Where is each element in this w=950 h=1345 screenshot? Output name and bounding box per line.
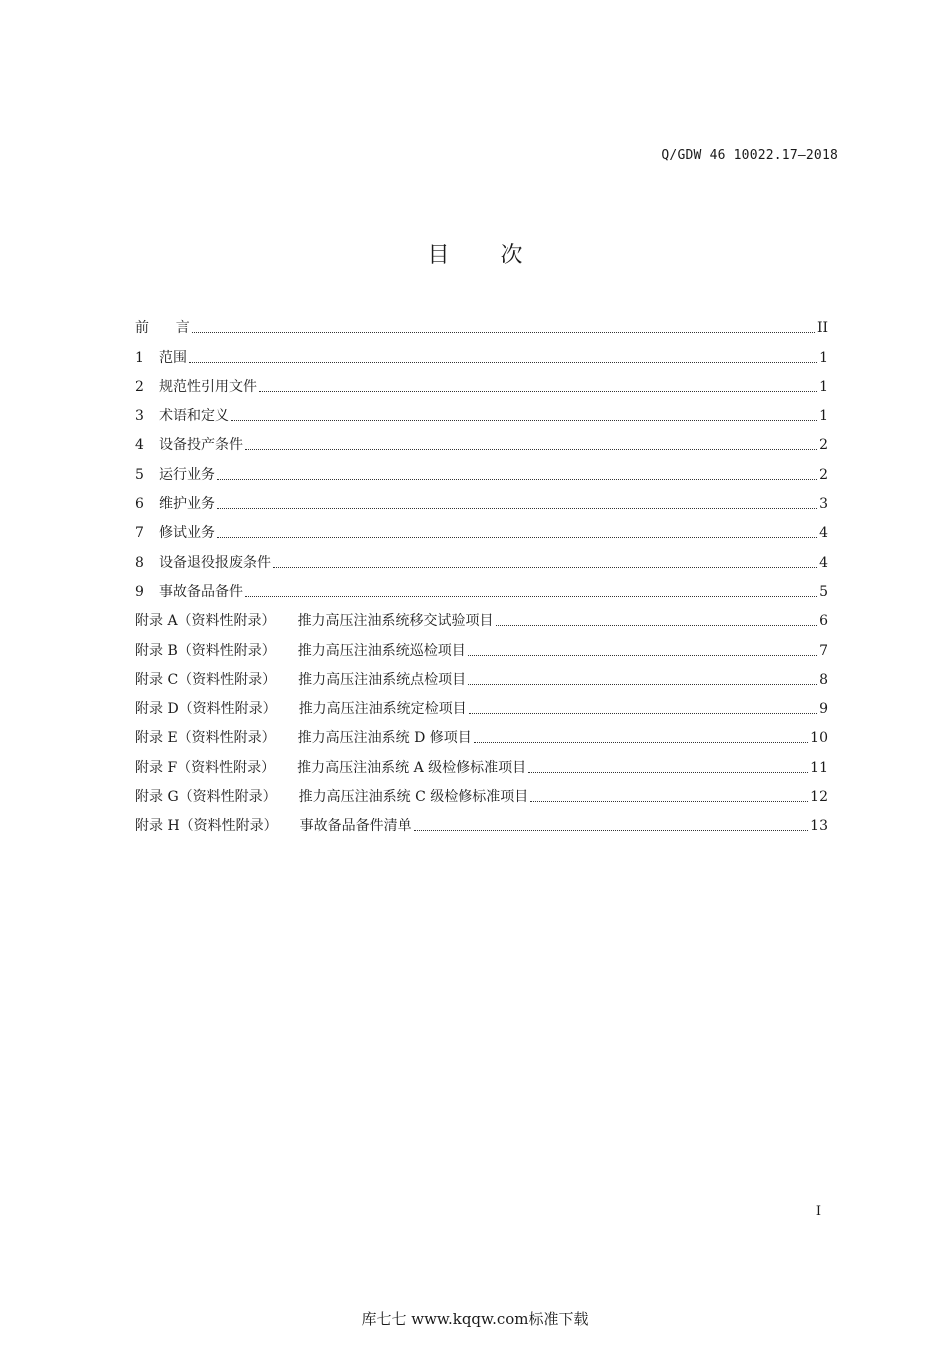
toc-entry[interactable]	[135, 398, 828, 427]
toc-entry-label	[135, 698, 467, 720]
toc-entry-number: 4	[135, 437, 144, 454]
toc-entry-label	[135, 815, 412, 837]
toc-entry-page: 9	[819, 701, 828, 718]
toc-entry-subtitle: 推力高压注油系统定检项目	[298, 701, 467, 718]
toc-entry[interactable]	[135, 515, 828, 544]
toc-entry-page: 8	[819, 671, 828, 688]
dot-leader	[528, 772, 808, 773]
toc-entry[interactable]	[135, 574, 828, 603]
table-of-contents	[135, 310, 828, 837]
toc-entry-label	[135, 405, 229, 427]
toc-entry-text: 附录 H（资料性附录）	[135, 818, 278, 835]
toc-entry-page: 5	[819, 583, 828, 600]
dot-leader	[468, 684, 817, 685]
toc-entry-text: 设备退役报废条件	[159, 554, 271, 571]
dot-leader	[217, 537, 817, 538]
toc-entry-page: 1	[819, 408, 828, 425]
toc-entry-number: 9	[135, 583, 144, 600]
toc-entry-number: 8	[135, 554, 144, 571]
toc-entry[interactable]	[135, 691, 828, 720]
toc-entry-label	[135, 434, 243, 456]
toc-entry-text: 设备投产条件	[159, 437, 243, 454]
toc-entry[interactable]	[135, 603, 828, 632]
toc-entry[interactable]	[135, 720, 828, 749]
dot-leader	[468, 655, 817, 656]
toc-entry-number: 7	[135, 525, 144, 542]
toc-entry[interactable]	[135, 339, 828, 368]
toc-entry-page: 11	[810, 759, 828, 776]
toc-entry-number: 3	[135, 408, 144, 425]
toc-entry-label	[135, 610, 494, 632]
toc-entry-label	[135, 727, 472, 749]
toc-title: 目 次	[427, 243, 523, 268]
footer-watermark-text: 库七七 www.kqqw.com标准下载	[361, 1310, 589, 1328]
dot-leader	[496, 625, 818, 626]
toc-entry-text: 事故备品备件	[159, 583, 243, 600]
toc-entry-text: 附录 C（资料性附录）	[135, 671, 277, 688]
toc-entry-label	[135, 493, 215, 515]
toc-entry-text: 附录 F（资料性附录）	[135, 759, 276, 776]
dot-leader	[231, 420, 817, 421]
toc-entry[interactable]	[135, 427, 828, 456]
toc-entry-text: 附录 A（资料性附录）	[135, 613, 276, 630]
dot-leader	[474, 742, 808, 743]
toc-entry-page: 1	[819, 349, 828, 366]
dot-leader	[245, 449, 817, 450]
toc-entry-text: 维护业务	[159, 496, 215, 513]
toc-entry[interactable]	[135, 779, 828, 808]
toc-entry-page: 2	[819, 437, 828, 454]
toc-entry-number: 2	[135, 378, 144, 395]
toc-entry-subtitle: 推力高压注油系统巡检项目	[297, 642, 466, 659]
toc-entry-label	[135, 669, 466, 691]
dot-leader	[273, 567, 817, 568]
toc-entry-subtitle: 事故备品备件清单	[299, 818, 412, 835]
toc-entry-page: 1	[819, 378, 828, 395]
toc-entry-subtitle: 推力高压注油系统移交试验项目	[297, 613, 494, 630]
toc-entry-page: 4	[819, 554, 828, 571]
toc-entry-text: 附录 E（资料性附录）	[135, 730, 276, 747]
toc-entry-text: 修试业务	[159, 525, 215, 542]
toc-entry[interactable]	[135, 749, 828, 778]
dot-leader	[217, 508, 817, 509]
toc-entry[interactable]	[135, 486, 828, 515]
toc-entry-page: 12	[810, 789, 828, 806]
toc-entry-page: 7	[819, 642, 828, 659]
toc-entry-text: 附录 G（资料性附录）	[135, 789, 277, 806]
toc-entry-label	[135, 552, 271, 574]
toc-entry-label	[135, 376, 257, 398]
toc-entry[interactable]	[135, 456, 828, 485]
toc-entry-page: 13	[810, 818, 828, 835]
toc-entry[interactable]	[135, 310, 828, 339]
dot-leader	[189, 362, 817, 363]
toc-entry-label	[135, 347, 187, 369]
toc-entry-text: 前 言	[135, 320, 190, 337]
page-number: I	[815, 1204, 821, 1219]
toc-entry-subtitle: 推力高压注油系统 D 修项目	[297, 730, 472, 747]
toc-entry-label	[135, 757, 526, 779]
toc-entry-page: 2	[819, 466, 828, 483]
toc-entry-text: 术语和定义	[159, 408, 229, 425]
toc-entry-number: 5	[135, 466, 144, 483]
toc-entry-subtitle: 推力高压注油系统 C 级检修标准项目	[298, 789, 529, 806]
toc-entry-number: 6	[135, 496, 144, 513]
toc-entry-text: 规范性引用文件	[159, 378, 257, 395]
toc-entry-subtitle: 推力高压注油系统点检项目	[298, 671, 467, 688]
dot-leader	[530, 801, 808, 802]
toc-entry-page: 3	[819, 496, 828, 513]
dot-leader	[414, 830, 809, 831]
toc-entry[interactable]	[135, 369, 828, 398]
toc-entry-label	[135, 317, 190, 339]
toc-entry-text: 运行业务	[159, 466, 215, 483]
toc-entry-label	[135, 786, 528, 808]
dot-leader	[245, 596, 817, 597]
dot-leader	[217, 479, 817, 480]
toc-entry-text: 附录 D（资料性附录）	[135, 701, 277, 718]
toc-entry[interactable]	[135, 544, 828, 573]
toc-entry-number: 1	[135, 349, 144, 366]
toc-entry-text: 范围	[159, 349, 187, 366]
toc-entry[interactable]	[135, 632, 828, 661]
toc-entry-page: 4	[819, 525, 828, 542]
dot-leader	[192, 332, 815, 333]
toc-entry-page: 6	[819, 613, 828, 630]
toc-entry-page: II	[816, 320, 828, 337]
toc-entry-label	[135, 581, 243, 603]
document-code: Q/GDW 46 10022.17—2018	[661, 148, 838, 163]
toc-entry[interactable]	[135, 662, 828, 691]
toc-entry-label	[135, 464, 215, 486]
toc-entry-subtitle: 推力高压注油系统 A 级检修标准项目	[297, 759, 527, 776]
toc-entry-page: 10	[810, 730, 828, 747]
dot-leader	[259, 391, 817, 392]
toc-entry-text: 附录 B（资料性附录）	[135, 642, 276, 659]
dot-leader	[469, 713, 817, 714]
toc-entry-label	[135, 522, 215, 544]
toc-entry-label	[135, 640, 466, 662]
toc-entry[interactable]	[135, 808, 828, 837]
